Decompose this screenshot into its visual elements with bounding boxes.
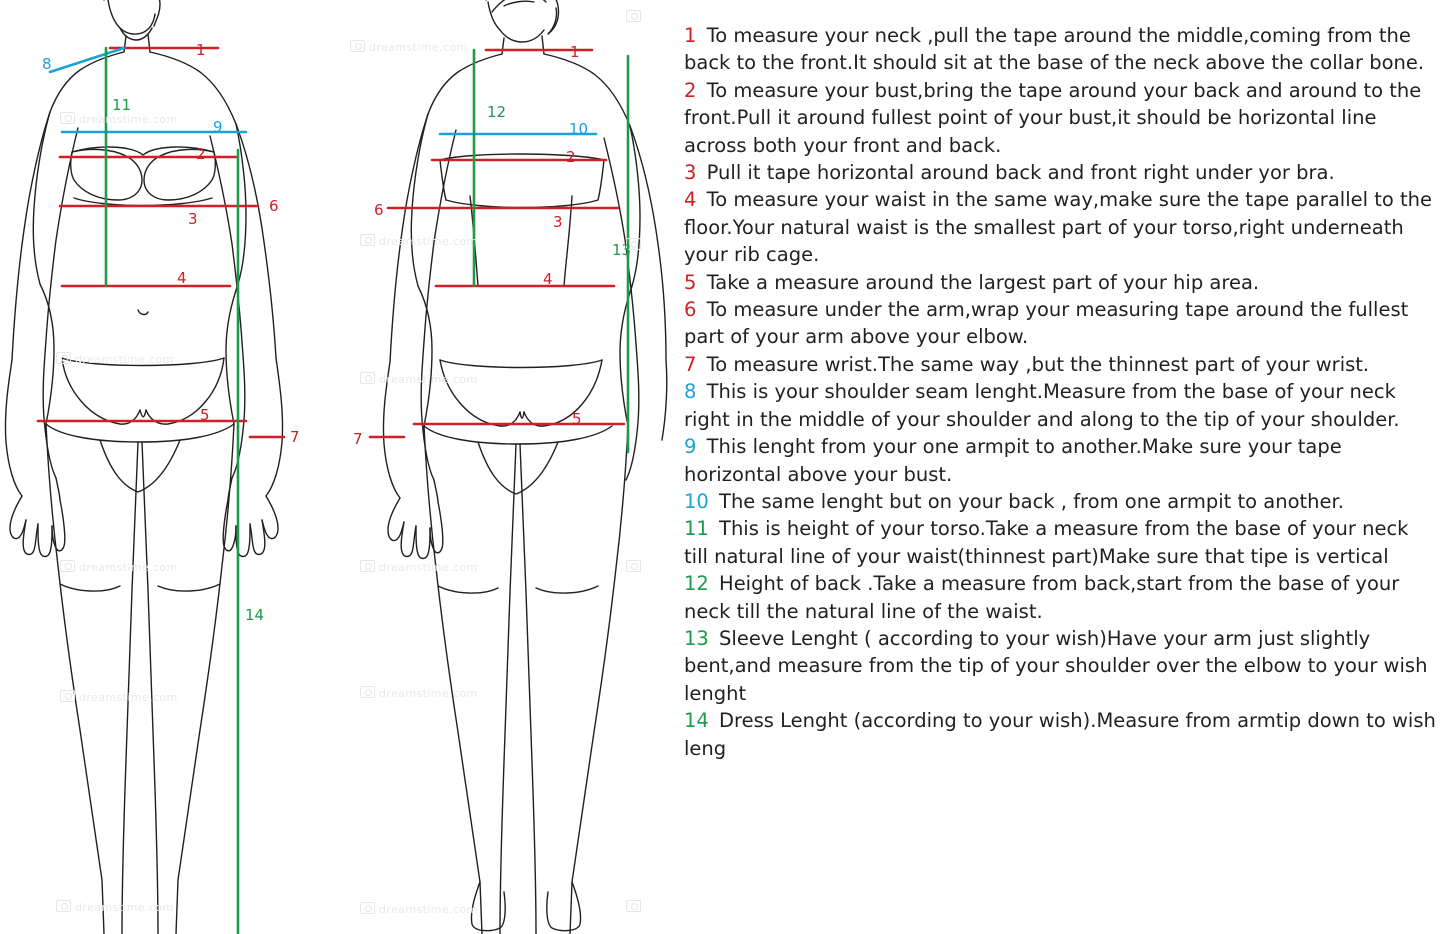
instruction-text-7: To measure wrist.The same way ,but the thinnest part of your wrist. <box>700 352 1370 376</box>
measurement-label-front-7: 7 <box>290 428 300 446</box>
watermark-text: dreamstime.com <box>379 561 478 574</box>
measurement-label-back-5: 5 <box>572 410 582 428</box>
instruction-item-5 <box>684 269 1436 296</box>
instruction-text-1: To measure your neck ,pull the tape around the middle,coming from the back to the front.It should sit at the base of the neck above the collar bone. <box>684 24 1425 75</box>
instruction-number-4: 4 <box>684 188 697 212</box>
instruction-number-8: 8 <box>684 380 697 404</box>
watermark-text: dreamstime.com <box>75 901 174 914</box>
measurement-label-back-3: 3 <box>553 213 563 231</box>
instruction-item-14 <box>684 707 1436 762</box>
instruction-text-14: Dress Lenght (according to your wish).Measure from armtip down to wish leng <box>684 709 1436 760</box>
instruction-text-11: This is height of your torso.Take a measure from the base of your neck till natural line of your waist(thinnest part)Make sure that tipe is vertical <box>684 517 1409 568</box>
instruction-text-10: The same lenght but on your back , from one armpit to another. <box>712 489 1344 513</box>
instruction-item-3 <box>684 159 1436 186</box>
instruction-item-13 <box>684 625 1436 707</box>
instruction-text-9: This lenght from your one armpit to another.Make sure your tape horizontal above your bust. <box>684 435 1342 486</box>
instruction-number-7: 7 <box>684 352 697 376</box>
watermark-text: dreamstime.com <box>379 687 478 700</box>
instruction-number-10: 10 <box>684 489 709 513</box>
instruction-item-6 <box>684 296 1436 351</box>
instruction-item-11 <box>684 515 1436 570</box>
instruction-item-8 <box>684 378 1436 433</box>
watermark-text: dreamstime.com <box>369 41 468 54</box>
measurement-label-back-12: 12 <box>487 103 507 121</box>
instruction-item-4 <box>684 186 1436 268</box>
measurement-label-front-11: 11 <box>112 96 132 114</box>
instruction-item-1 <box>684 22 1436 77</box>
instruction-text-8: This is your shoulder seam lenght.Measure from the base of your neck right in the middle of your shoulder and along to the tip of your shoulder. <box>684 380 1400 431</box>
instruction-item-10 <box>684 488 1436 515</box>
instruction-number-11: 11 <box>684 517 709 541</box>
measurement-label-front-2: 2 <box>196 145 206 163</box>
instruction-item-9 <box>684 433 1436 488</box>
measurement-label-front-3: 3 <box>188 210 198 228</box>
measurement-label-front-4: 4 <box>177 269 187 287</box>
watermark-text: dreamstime.com <box>79 113 178 126</box>
measurement-label-back-4: 4 <box>543 270 553 288</box>
instruction-number-9: 9 <box>684 435 697 459</box>
body-figures-illustration <box>0 0 668 934</box>
instruction-text-4: To measure your waist in the same way,make sure the tape parallel to the floor.Your natural waist is the smallest part of your torso,right underneath your rib cage. <box>684 188 1432 267</box>
measurement-label-front-14: 14 <box>245 606 265 624</box>
instruction-number-5: 5 <box>684 270 697 294</box>
watermark-text: dreamstime.com <box>79 691 178 704</box>
measurement-label-front-1: 1 <box>196 41 206 59</box>
watermark-text: dreamstime.com <box>379 373 478 386</box>
instruction-text-12: Height of back .Take a measure from back,start from the base of your neck till the natural line of the waist. <box>684 572 1400 623</box>
instruction-text-5: Take a measure around the largest part of your hip area. <box>700 270 1260 294</box>
measurement-label-front-6: 6 <box>269 197 279 215</box>
instruction-number-12: 12 <box>684 572 709 596</box>
measurement-label-front-5: 5 <box>200 406 210 424</box>
measurement-label-back-7: 7 <box>353 430 363 448</box>
instruction-text-2: To measure your bust,bring the tape around your back and around to the front.Pull it around fullest point of your bust,it should be horizontal line across both your front and back. <box>684 78 1422 157</box>
instruction-number-13: 13 <box>684 626 709 650</box>
instructions-list <box>684 22 1436 934</box>
watermark-text: dreamstime.com <box>379 235 478 248</box>
measurement-label-back-2: 2 <box>566 148 576 166</box>
watermark-text: dreamstime.com <box>75 353 174 366</box>
measurement-label-back-10: 10 <box>569 120 589 138</box>
measurement-label-front-8: 8 <box>42 55 52 73</box>
instruction-number-14: 14 <box>684 709 709 733</box>
instruction-number-2: 2 <box>684 78 697 102</box>
instruction-item-2 <box>684 77 1436 159</box>
instruction-item-7 <box>684 351 1436 378</box>
measurement-label-back-13: 13 <box>612 241 632 259</box>
instruction-text-13: Sleeve Lenght ( according to your wish)Have your arm just slightly bent,and measure from the tip of your shoulder over the elbow to your wish lenght <box>684 626 1428 705</box>
instruction-number-3: 3 <box>684 161 697 185</box>
measurement-label-front-9: 9 <box>213 118 223 136</box>
instruction-text-6: To measure under the arm,wrap your measuring tape around the fullest part of your arm above your elbow. <box>684 298 1409 349</box>
watermark-text: dreamstime.com <box>379 903 478 916</box>
instruction-number-6: 6 <box>684 298 697 322</box>
instruction-item-12 <box>684 570 1436 625</box>
instruction-text-3: Pull it tape horizontal around back and front right under yor bra. <box>700 161 1335 185</box>
measurement-label-back-6: 6 <box>374 201 384 219</box>
watermark-text: dreamstime.com <box>79 561 178 574</box>
measurement-label-back-1: 1 <box>570 43 580 61</box>
instruction-number-1: 1 <box>684 24 697 47</box>
